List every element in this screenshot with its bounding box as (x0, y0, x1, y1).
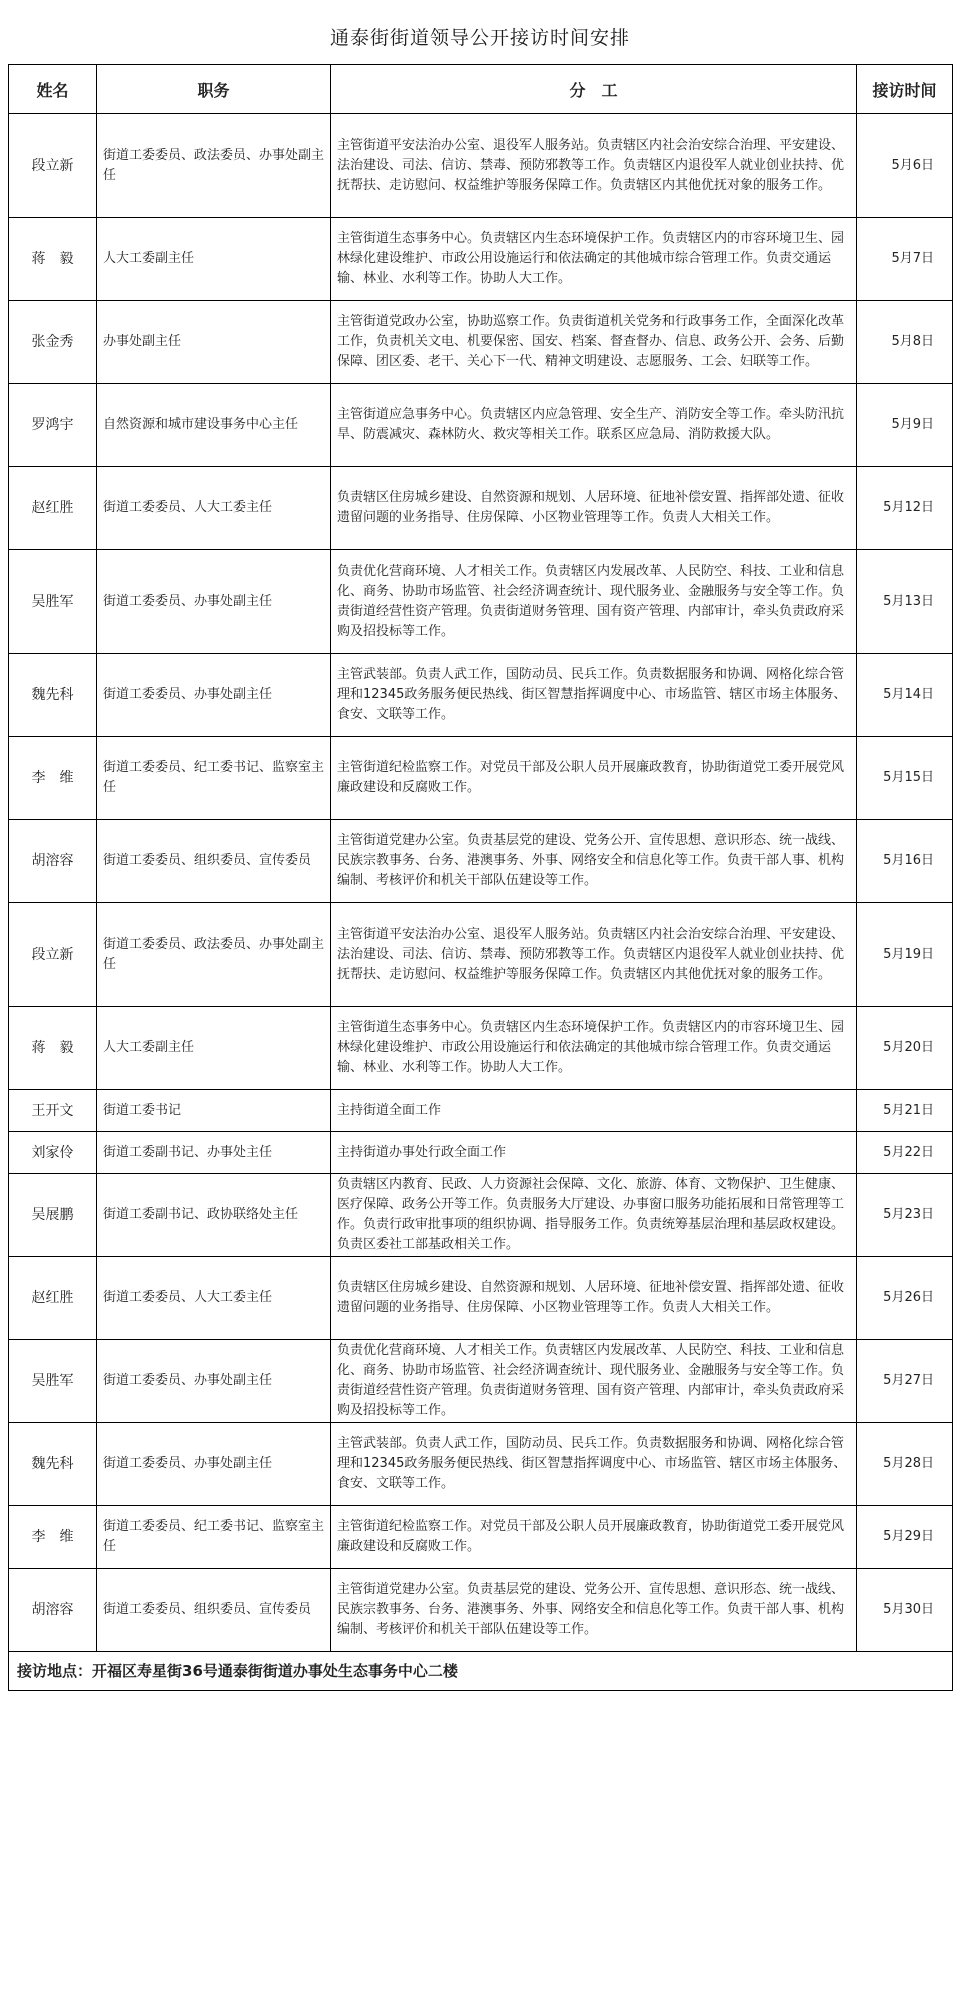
cell-name: 吴展鹏 (9, 1174, 97, 1257)
cell-name: 段立新 (9, 903, 97, 1007)
cell-position: 街道工委委员、组织委员、宣传委员 (97, 1569, 331, 1652)
cell-name: 王开文 (9, 1090, 97, 1132)
header-row (9, 65, 953, 114)
cell-duty: 主管武装部。负责人武工作，国防动员、民兵工作。负责数据服务和协调、网格化综合管理和12345政务服务便民热线、街区智慧指挥调度中心、市场监管、辖区市场主体服务、食安、文联等工作。 (331, 1423, 857, 1506)
cell-position: 办事处副主任 (97, 301, 331, 384)
cell-duty: 负责辖区住房城乡建设、自然资源和规划、人居环境、征地补偿安置、指挥部处遗、征收遗留问题的业务指导、住房保障、小区物业管理等工作。负责人大相关工作。 (331, 467, 857, 550)
cell-position: 街道工委委员、纪工委书记、监察室主任 (97, 1506, 331, 1569)
table-row (9, 1340, 953, 1423)
cell-date: 5月26日 (857, 1257, 953, 1340)
cell-name: 刘家伶 (9, 1132, 97, 1174)
cell-name: 李 维 (9, 1506, 97, 1569)
cell-duty: 主管街道平安法治办公室、退役军人服务站。负责辖区内社会治安综合治理、平安建设、法治建设、司法、信访、禁毒、预防邪教等工作。负责辖区内退役军人就业创业扶持、优抚帮扶、走访慰问、权益维护等服务保障工作。负责辖区内其他优抚对象的服务工作。 (331, 114, 857, 218)
cell-name: 李 维 (9, 737, 97, 820)
cell-name: 罗鸿宇 (9, 384, 97, 467)
schedule-sheet (8, 12, 952, 1691)
cell-date: 5月22日 (857, 1132, 953, 1174)
cell-name: 胡溶容 (9, 1569, 97, 1652)
cell-date: 5月14日 (857, 654, 953, 737)
cell-duty: 主持街道办事处行政全面工作 (331, 1132, 857, 1174)
cell-name: 段立新 (9, 114, 97, 218)
cell-name: 魏先科 (9, 654, 97, 737)
cell-name: 赵红胜 (9, 467, 97, 550)
table-row (9, 1569, 953, 1652)
schedule-table (8, 64, 953, 1691)
cell-position: 街道工委书记 (97, 1090, 331, 1132)
cell-position: 街道工委委员、人大工委主任 (97, 467, 331, 550)
table-row (9, 1090, 953, 1132)
cell-date: 5月19日 (857, 903, 953, 1007)
cell-name: 张金秀 (9, 301, 97, 384)
cell-date: 5月28日 (857, 1423, 953, 1506)
cell-duty: 主管街道党建办公室。负责基层党的建设、党务公开、宣传思想、意识形态、统一战线、民族宗教事务、台务、港澳事务、外事、网络安全和信息化等工作。负责干部人事、机构编制、考核评价和机关干部队伍建设等工作。 (331, 1569, 857, 1652)
header-duty: 分 工 (331, 65, 857, 114)
cell-date: 5月9日 (857, 384, 953, 467)
cell-position: 街道工委副书记、政协联络处主任 (97, 1174, 331, 1257)
cell-name: 赵红胜 (9, 1257, 97, 1340)
cell-duty: 负责辖区内教育、民政、人力资源社会保障、文化、旅游、体育、文物保护、卫生健康、医疗保障、政务公开等工作。负责服务大厅建设、办事窗口服务功能拓展和日常管理等工作。负责行政审批事项的组织协调、指导服务工作。负责统筹基层治理和基层政权建设。负责区委社工部基政相关工作。 (331, 1174, 857, 1257)
table-row (9, 467, 953, 550)
cell-duty: 主管街道纪检监察工作。对党员干部及公职人员开展廉政教育，协助街道党工委开展党风廉政建设和反腐败工作。 (331, 737, 857, 820)
cell-date: 5月7日 (857, 218, 953, 301)
table-row (9, 1257, 953, 1340)
cell-date: 5月29日 (857, 1506, 953, 1569)
table-row (9, 1007, 953, 1090)
table-row (9, 384, 953, 467)
cell-position: 街道工委副书记、办事处主任 (97, 1132, 331, 1174)
cell-duty: 主管街道生态事务中心。负责辖区内生态环境保护工作。负责辖区内的市容环境卫生、园林绿化建设维护、市政公用设施运行和依法确定的其他城市综合管理工作。负责交通运输、林业、水利等工作。协助人大工作。 (331, 218, 857, 301)
cell-duty: 负责辖区住房城乡建设、自然资源和规划、人居环境、征地补偿安置、指挥部处遗、征收遗留问题的业务指导、住房保障、小区物业管理等工作。负责人大相关工作。 (331, 1257, 857, 1340)
cell-position: 街道工委委员、办事处副主任 (97, 550, 331, 654)
cell-duty: 主管街道生态事务中心。负责辖区内生态环境保护工作。负责辖区内的市容环境卫生、园林绿化建设维护、市政公用设施运行和依法确定的其他城市综合管理工作。负责交通运输、林业、水利等工作。协助人大工作。 (331, 1007, 857, 1090)
cell-date: 5月23日 (857, 1174, 953, 1257)
cell-duty: 负责优化营商环境、人才相关工作。负责辖区内发展改革、人民防空、科技、工业和信息化、商务、协助市场监管、社会经济调查统计、现代服务业、金融服务与安全等工作。负责街道经营性资产管理。负责街道财务管理、国有资产管理、内部审计，牵头负责政府采购及招投标等工作。 (331, 550, 857, 654)
cell-position: 街道工委委员、政法委员、办事处副主任 (97, 114, 331, 218)
table-row (9, 1423, 953, 1506)
cell-position: 街道工委委员、办事处副主任 (97, 654, 331, 737)
header-date: 接访时间 (857, 65, 953, 114)
table-row (9, 737, 953, 820)
cell-name: 蒋 毅 (9, 218, 97, 301)
cell-date: 5月13日 (857, 550, 953, 654)
cell-name: 胡溶容 (9, 820, 97, 903)
cell-duty: 主管街道平安法治办公室、退役军人服务站。负责辖区内社会治安综合治理、平安建设、法治建设、司法、信访、禁毒、预防邪教等工作。负责辖区内退役军人就业创业扶持、优抚帮扶、走访慰问、权益维护等服务保障工作。负责辖区内其他优抚对象的服务工作。 (331, 903, 857, 1007)
cell-position: 街道工委委员、办事处副主任 (97, 1423, 331, 1506)
cell-date: 5月12日 (857, 467, 953, 550)
table-row (9, 1174, 953, 1257)
table-row (9, 550, 953, 654)
page-title: 通泰街街道领导公开接访时间安排 (329, 27, 630, 49)
cell-position: 街道工委委员、办事处副主任 (97, 1340, 331, 1423)
table-row (9, 820, 953, 903)
table-row (9, 301, 953, 384)
cell-duty: 主持街道全面工作 (331, 1090, 857, 1132)
cell-duty: 负责优化营商环境、人才相关工作。负责辖区内发展改革、人民防空、科技、工业和信息化、商务、协助市场监管、社会经济调查统计、现代服务业、金融服务与安全等工作。负责街道经营性资产管理。负责街道财务管理、国有资产管理、内部审计，牵头负责政府采购及招投标等工作。 (331, 1340, 857, 1423)
cell-position: 人大工委副主任 (97, 218, 331, 301)
cell-date: 5月27日 (857, 1340, 953, 1423)
header-position: 职务 (97, 65, 331, 114)
cell-position: 自然资源和城市建设事务中心主任 (97, 384, 331, 467)
cell-date: 5月16日 (857, 820, 953, 903)
table-row (9, 218, 953, 301)
cell-position: 街道工委委员、组织委员、宣传委员 (97, 820, 331, 903)
cell-position: 街道工委委员、人大工委主任 (97, 1257, 331, 1340)
cell-duty: 主管武装部。负责人武工作，国防动员、民兵工作。负责数据服务和协调、网格化综合管理和12345政务服务便民热线、街区智慧指挥调度中心、市场监管、辖区市场主体服务、食安、文联等工作。 (331, 654, 857, 737)
cell-duty: 主管街道应急事务中心。负责辖区内应急管理、安全生产、消防安全等工作。牵头防汛抗旱、防震减灾、森林防火、救灾等相关工作。联系区应急局、消防救援大队。 (331, 384, 857, 467)
visit-location: 接访地点：开福区寿星街36号通泰街街道办事处生态事务中心二楼 (9, 1652, 953, 1691)
cell-date: 5月20日 (857, 1007, 953, 1090)
cell-name: 吴胜军 (9, 550, 97, 654)
cell-date: 5月15日 (857, 737, 953, 820)
table-row (9, 114, 953, 218)
cell-date: 5月8日 (857, 301, 953, 384)
cell-duty: 主管街道党政办公室，协助巡察工作。负责街道机关党务和行政事务工作，全面深化改革工作，负责机关文电、机要保密、国安、档案、督查督办、信息、政务公开、会务、后勤保障、团区委、老干、关心下一代、精神文明建设、志愿服务、工会、妇联等工作。 (331, 301, 857, 384)
cell-duty: 主管街道纪检监察工作。对党员干部及公职人员开展廉政教育，协助街道党工委开展党风廉政建设和反腐败工作。 (331, 1506, 857, 1569)
footer-row (9, 1652, 953, 1691)
cell-position: 人大工委副主任 (97, 1007, 331, 1090)
cell-date: 5月21日 (857, 1090, 953, 1132)
cell-name: 吴胜军 (9, 1340, 97, 1423)
cell-position: 街道工委委员、政法委员、办事处副主任 (97, 903, 331, 1007)
cell-date: 5月6日 (857, 114, 953, 218)
table-row (9, 1506, 953, 1569)
cell-name: 蒋 毅 (9, 1007, 97, 1090)
cell-name: 魏先科 (9, 1423, 97, 1506)
cell-duty: 主管街道党建办公室。负责基层党的建设、党务公开、宣传思想、意识形态、统一战线、民族宗教事务、台务、港澳事务、外事、网络安全和信息化等工作。负责干部人事、机构编制、考核评价和机关干部队伍建设等工作。 (331, 820, 857, 903)
header-name: 姓名 (9, 65, 97, 114)
table-row (9, 654, 953, 737)
table-row (9, 1132, 953, 1174)
cell-position: 街道工委委员、纪工委书记、监察室主任 (97, 737, 331, 820)
table-row (9, 903, 953, 1007)
cell-date: 5月30日 (857, 1569, 953, 1652)
